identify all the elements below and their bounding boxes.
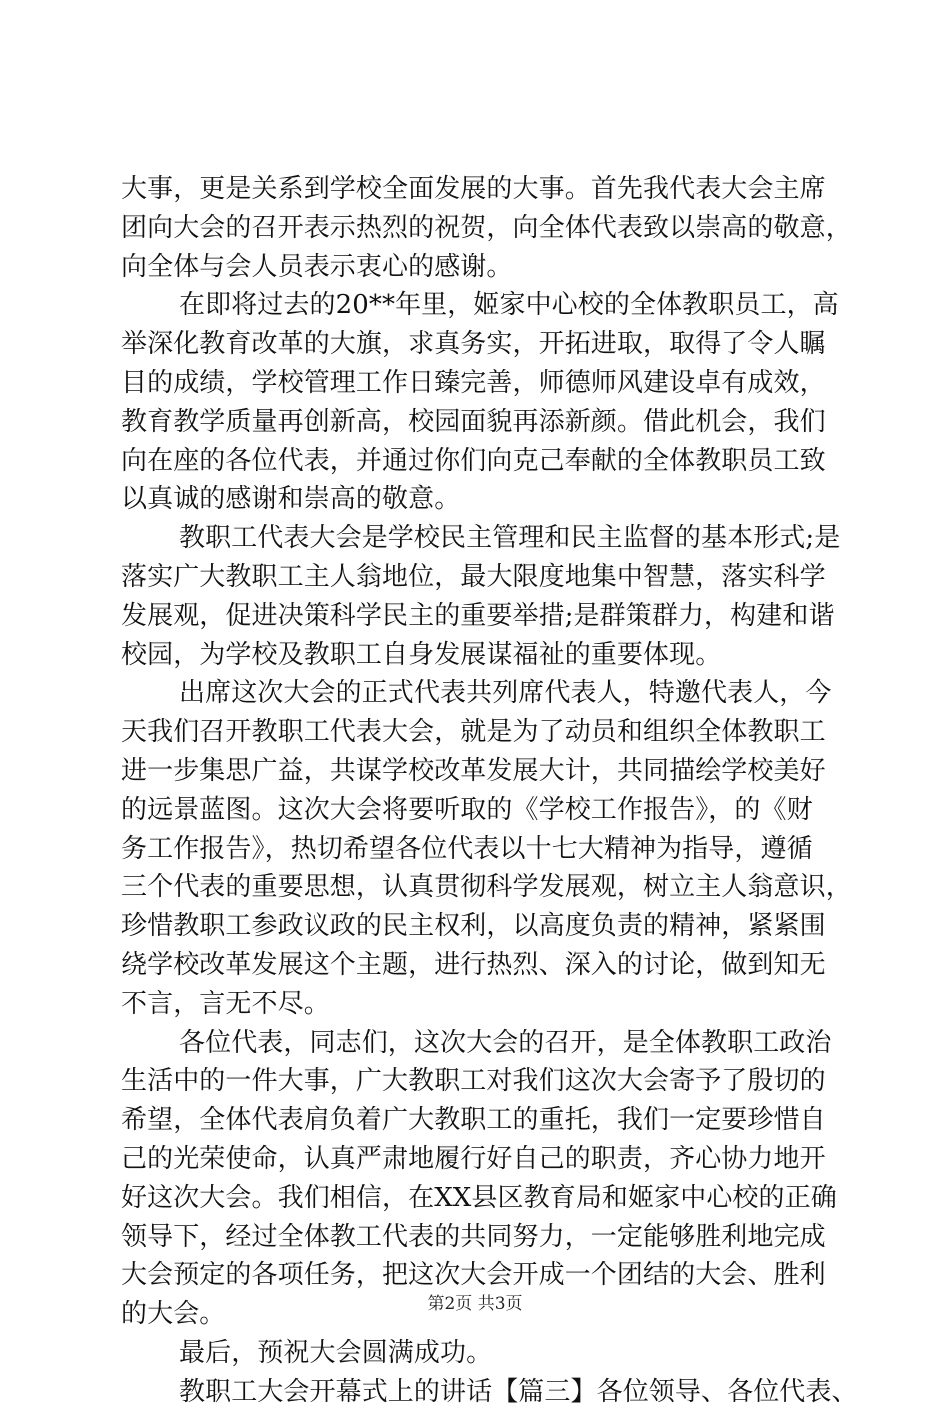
text-line: 大事，更是关系到学校全面发展的大事。首先我代表大会主席: [121, 174, 826, 204]
text-line: 向全体与会人员表示衷心的感谢。: [121, 251, 513, 282]
paragraph-first-line: 最后，预祝大会圆满成功。: [179, 1337, 493, 1368]
text-line: 天我们召开教职工代表大会，就是为了动员和组织全体教职工: [121, 717, 826, 748]
page-number-label: 第2页 共3页: [427, 1294, 523, 1314]
paragraph-first-line: 教职工代表大会是学校民主管理和民主监督的基本形式;是: [179, 523, 841, 554]
paragraph-first-line: 在即将过去的20**年里，姬家中心校的全体教职员工，高: [179, 290, 839, 321]
text-line: 教育教学质量再创新高，校园面貌再添新颜。借此机会，我们: [121, 406, 826, 437]
page-footer: [0, 1293, 950, 1315]
text-line: 进一步集思广益，共谋学校改革发展大计，共同描绘学校美好: [121, 755, 826, 786]
paragraph-first-line: 教职工大会开幕式上的讲话【篇三】各位领导、各位代表、: [179, 1376, 858, 1407]
text-line: 的远景蓝图。这次大会将要听取的《学校工作报告》，的《财: [121, 794, 813, 825]
text-line: 校园，为学校及教职工自身发展谋福祉的重要体现。: [121, 639, 722, 670]
paragraph-first-line: 各位代表，同志们，这次大会的召开，是全体教职工政治: [179, 1027, 832, 1058]
text-line: 目的成绩，学校管理工作日臻完善，师德师风建设卓有成效，: [121, 367, 826, 398]
text-line: 的大会。: [121, 1299, 226, 1330]
text-line: 三个代表的重要思想，认真贯彻科学发展观，树立主人翁意识，: [121, 872, 852, 903]
text-line: 己的光荣使命，认真严肃地履行好自己的职责，齐心协力地开: [121, 1143, 826, 1174]
text-line: 团向大会的召开表示热烈的祝贺，向全体代表致以崇高的敬意，: [121, 212, 852, 243]
text-line: 不言，言无不尽。: [121, 988, 330, 1019]
text-line: 生活中的一件大事，广大教职工对我们这次大会寄予了殷切的: [121, 1066, 826, 1097]
text-line: 务工作报告》，热切希望各位代表以十七大精神为指导，遵循: [121, 833, 813, 864]
paragraph-first-line: 出席这次大会的正式代表共列席代表人，特邀代表人，今: [179, 678, 832, 709]
text-line: 珍惜教职工参政议政的民主权利，以高度负责的精神，紧紧围: [121, 911, 826, 942]
text-line: 以真诚的感谢和崇高的敬意。: [121, 484, 461, 515]
text-line: 大会预定的各项任务，把这次大会开成一个团结的大会、胜利: [121, 1260, 826, 1291]
text-line: 发展观，促进决策科学民主的重要举措;是群策群力，构建和谐: [121, 600, 835, 631]
text-line: 落实广大教职工主人翁地位，最大限度地集中智慧，落实科学: [121, 561, 826, 592]
text-line: 希望，全体代表肩负着广大教职工的重托，我们一定要珍惜自: [121, 1105, 826, 1136]
text-line: 好这次大会。我们相信，在XX县区教育局和姬家中心校的正确: [121, 1182, 837, 1213]
text-line: 领导下，经过全体教工代表的共同努力，一定能够胜利地完成: [121, 1221, 826, 1252]
text-line: 绕学校改革发展这个主题，进行热烈、深入的讨论，做到知无: [121, 949, 826, 980]
text-line: 举深化教育改革的大旗，求真务实，开拓进取，取得了令人瞩: [121, 329, 826, 360]
body-text: [121, 170, 858, 1412]
text-line: 向在座的各位代表，并通过你们向克己奉献的全体教职员工致: [121, 445, 826, 476]
